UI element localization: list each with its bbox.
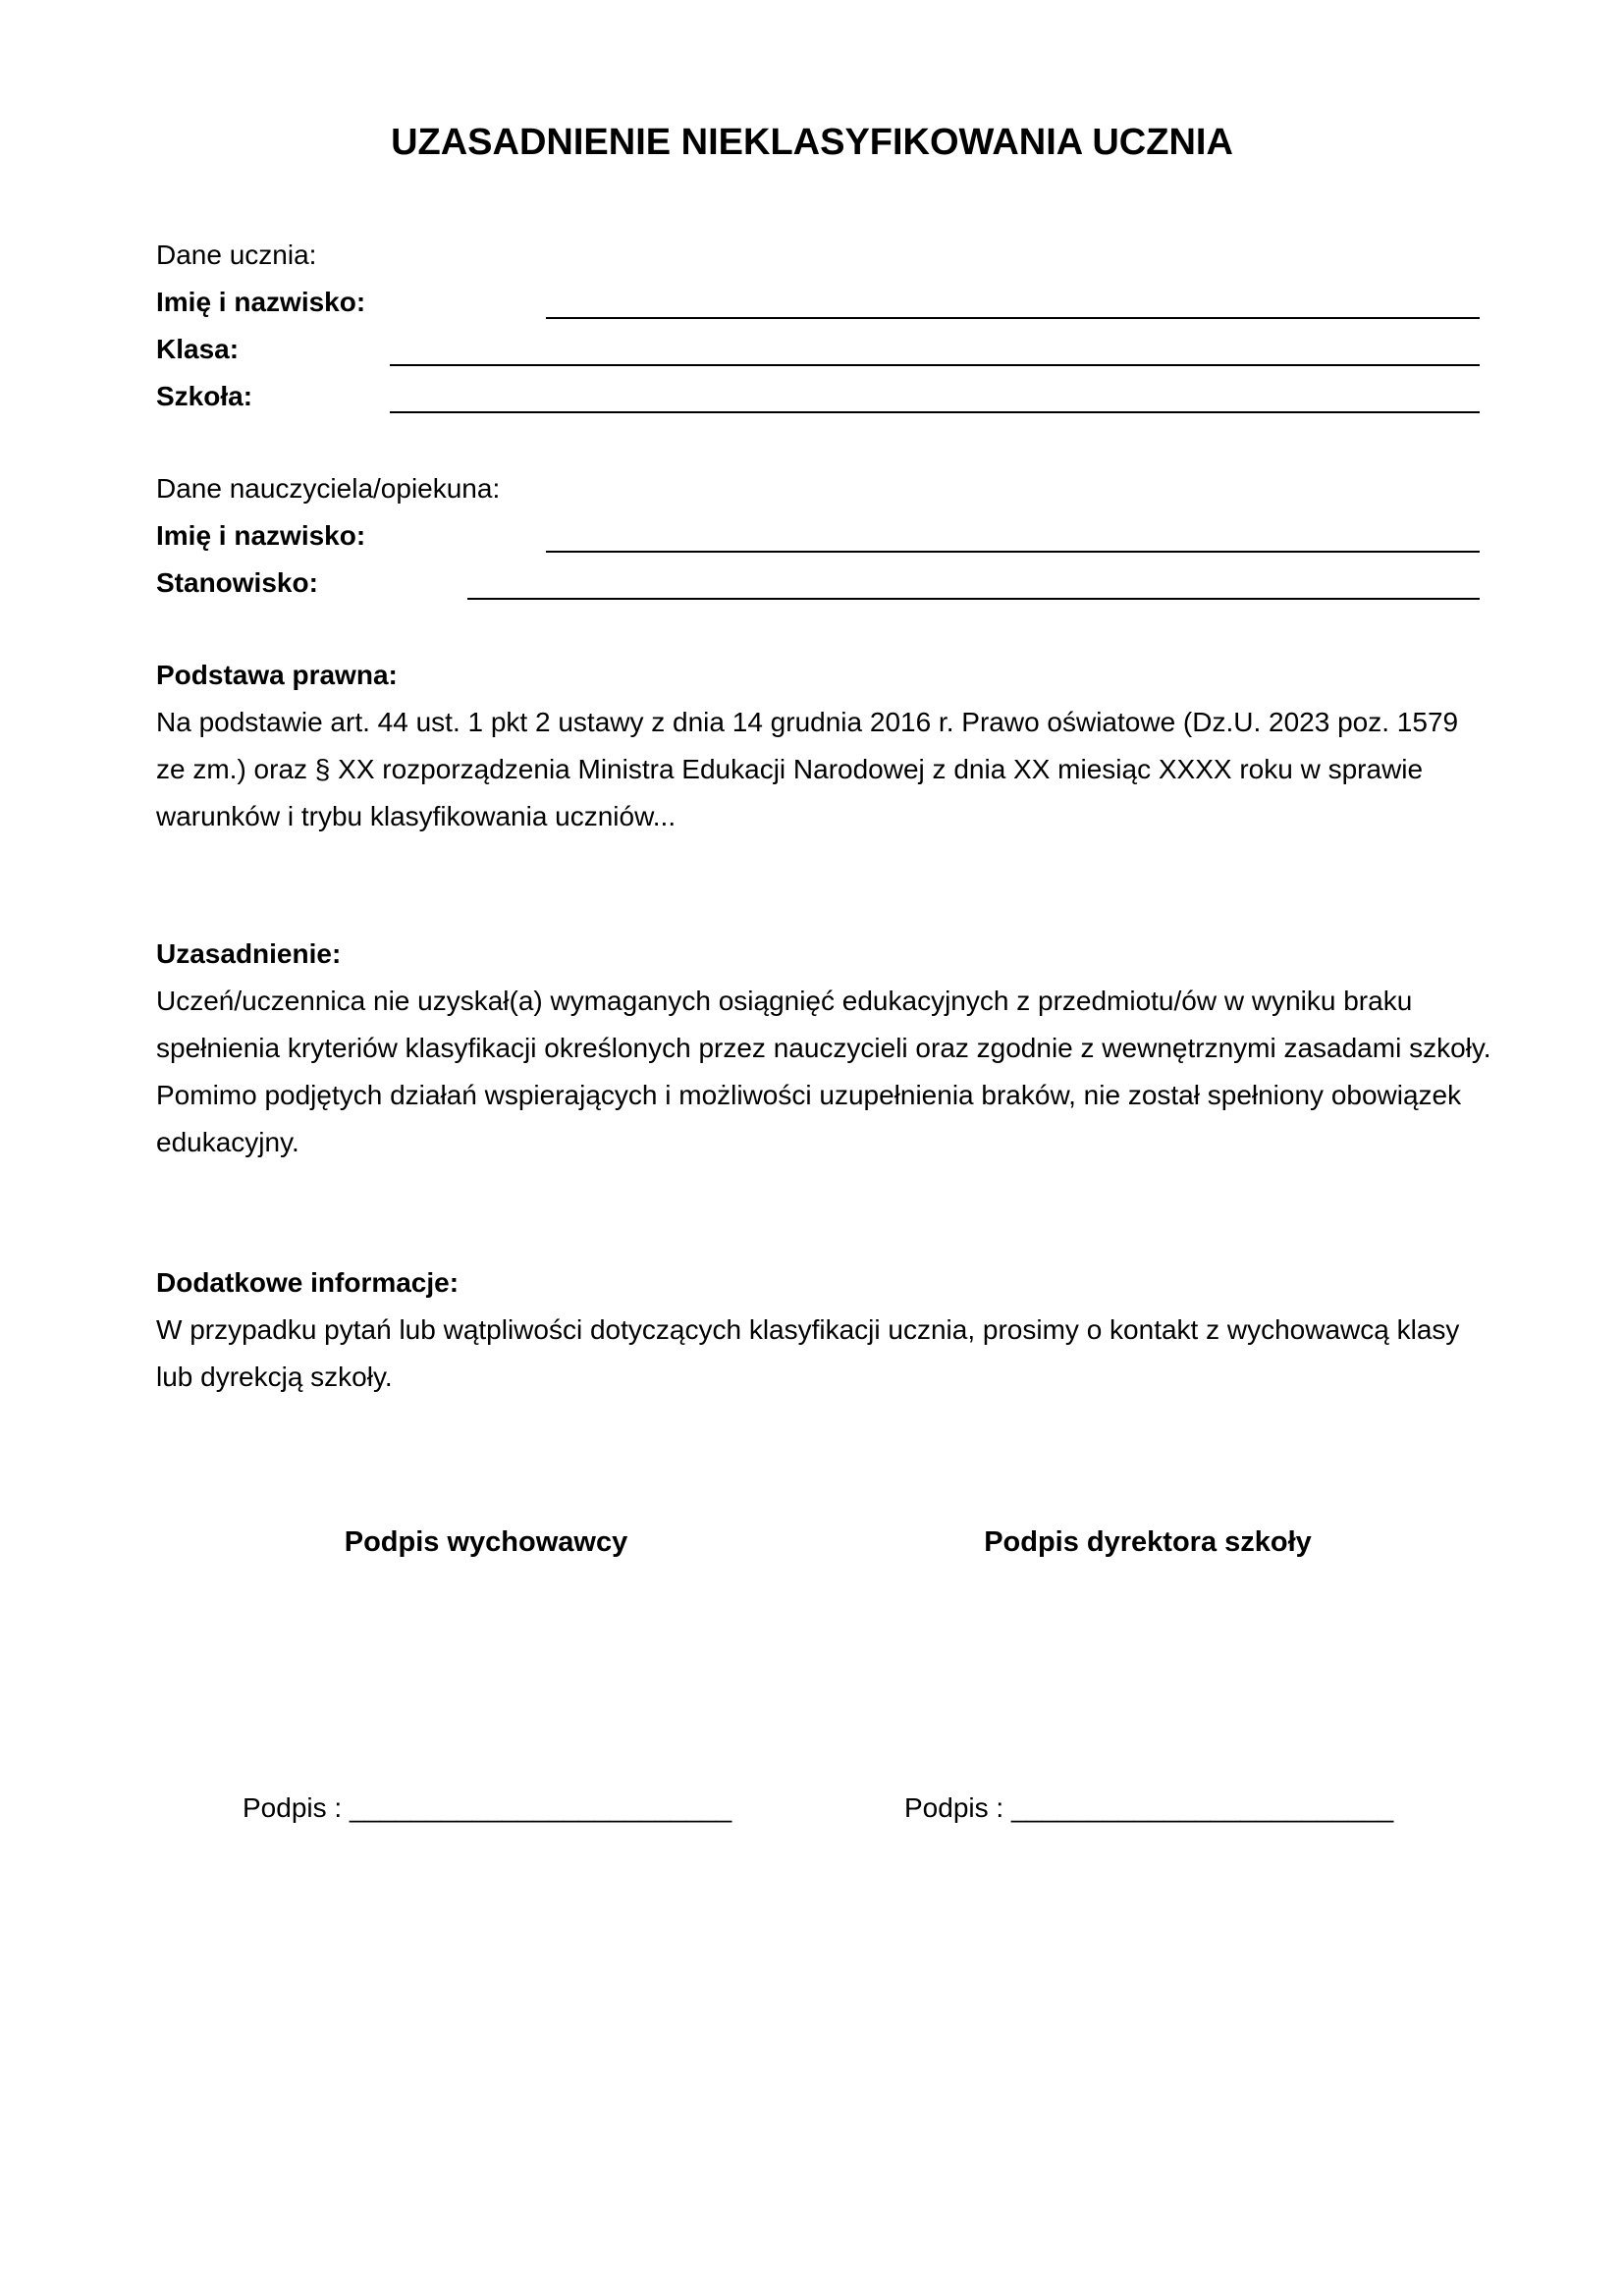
- student-school-label: Szkoła:: [156, 381, 253, 411]
- teacher-name-field[interactable]: [546, 551, 1480, 553]
- teacher-name-label: Imię i nazwisko:: [156, 520, 366, 551]
- additional-info-text: W przypadku pytań lub wątpliwości dotyczących klasyfikacji ucznia, prosimy o kontakt z wychowawcą klasy lub dyrekcją szkoły.: [156, 1314, 1460, 1392]
- page-title: UZASADNIENIE NIEKLASYFIKOWANIA UCZNIA: [391, 122, 1233, 163]
- teacher-signature-heading: Podpis wychowawcy: [344, 1526, 628, 1558]
- student-school-field[interactable]: [390, 411, 1480, 413]
- legal-basis-text: Na podstawie art. 44 ust. 1 pkt 2 ustawy z dnia 14 grudnia 2016 r. Prawo oświatowe (Dz.U. 2023 poz. 1579 ze zm.) oraz § XX rozporządzenia Ministra Edukacji Narodowej z dnia XX miesiąc XXXX roku w sprawie warunków i trybu klasyfikowania uczniów...: [156, 707, 1459, 831]
- justification-text: Uczeń/uczennica nie uzyskał(a) wymaganych osiągnięć edukacyjnych z przedmiotu/ów w wyniku braku spełnienia kryteriów klasyfikacji określonych przez nauczycieli oraz zgodnie z wewnętrznymi zasadami szkoły. Pomimo podjętych działań wspierających i możliwości uzupełnienia braków, nie został spełniony obowiązek edukacyjny.: [156, 986, 1491, 1157]
- student-section-heading: Dane ucznia:: [156, 240, 317, 270]
- legal-basis-heading: Podstawa prawna:: [156, 660, 398, 690]
- teacher-signature-line[interactable]: Podpis : _________________________: [243, 1792, 732, 1823]
- student-class-field[interactable]: [390, 364, 1480, 366]
- student-class-label: Klasa:: [156, 334, 240, 364]
- director-signature-heading: Podpis dyrektora szkoły: [984, 1526, 1312, 1558]
- student-name-field[interactable]: [546, 317, 1480, 319]
- teacher-position-field[interactable]: [467, 598, 1480, 600]
- additional-info-heading: Dodatkowe informacje:: [156, 1267, 460, 1298]
- student-name-label: Imię i nazwisko:: [156, 287, 366, 317]
- justification-heading: Uzasadnienie:: [156, 938, 342, 969]
- teacher-section-heading: Dane nauczyciela/opiekuna:: [156, 473, 501, 504]
- teacher-position-label: Stanowisko:: [156, 567, 318, 598]
- director-signature-line[interactable]: Podpis : _________________________: [904, 1792, 1394, 1823]
